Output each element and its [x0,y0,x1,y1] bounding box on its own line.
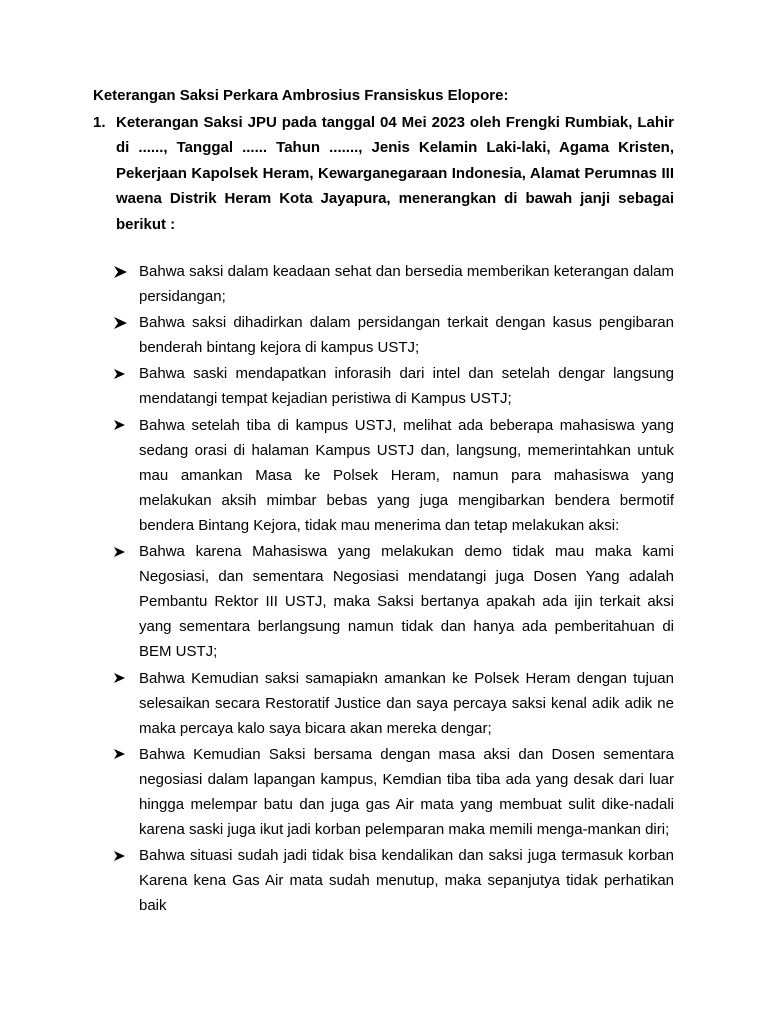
bullet-item [114,413,674,538]
bullet-item [114,310,674,360]
arrowhead-bullet-icon [114,742,130,767]
bullet-text: Bahwa setelah tiba di kampus USTJ, melihat ada beberapa mahasiswa yang sedang orasi di halaman Kampus USTJ dan, langsung, memerintahkan untuk mau amankan Masa ke Polsek Heram, namun para mahasiswa yang melakukan aksih mimbar bebas yang juga mengibarkan bendera bermotif bendera Bintang Kejora, tidak mau menerima dan tetap melakukan aksi: [139,416,674,534]
bullet-item [114,666,674,741]
arrowhead-bullet-icon [114,539,130,564]
arrowhead-bullet-icon [114,843,130,868]
arrowhead-bullet-icon [114,259,130,284]
item-number: 1. [93,114,106,131]
arrowhead-bullet-icon [114,310,130,335]
bullet-text: Bahwa Kemudian saksi samapiakn amankan ke Polsek Heram dengan tujuan selesaikan secara Restoratif Justice dan saya percaya saksi kenal adik adik ne maka percaya kalo saya bicara akan mereka dengar; [139,669,674,737]
bullet-item [114,259,674,309]
document-heading: Keterangan Saksi Perkara Ambrosius Fransiskus Elopore: [93,87,509,104]
bullet-text: Bahwa Kemudian Saksi bersama dengan masa aksi dan Dosen sementara negosiasi dalam lapangan kampus, Kemdian tiba tiba ada yang desak dari luar hingga melempar batu dan juga gas Air mata yang membuat sulit dike-nadali karena saski juga ikut jadi korban pelemparan maka memili menga-mankan diri; [139,745,674,839]
bullet-list [114,259,674,919]
bullet-text: Bahwa karena Mahasiswa yang melakukan demo tidak mau maka kami Negosiasi, dan sementara Negosiasi mendatangi juga Dosen Yang adalah Pembantu Rektor III USTJ, maka Saksi bertanya apakah ada ijin terkait aksi yang sementara berlangsung namun tidak dan hanya ada pemberitahuan di BEM USTJ; [139,543,674,661]
bullet-text: Bahwa saksi dihadirkan dalam persidangan terkait dengan kasus pengibaran benderah bintang kejora di kampus USTJ; [139,314,674,357]
arrowhead-bullet-icon [114,666,130,691]
bullet-text: Bahwa situasi sudah jadi tidak bisa kendalikan dan saksi juga termasuk korban Karena kena Gas Air mata sudah menutup, maka sepanjutya tidak perhatikan baik [139,847,674,915]
bullet-text: Bahwa saski mendapatkan inforasih dari intel dan setelah dengar langsung mendatangi tempat kejadian peristiwa di Kampus USTJ; [139,365,674,408]
bullet-item [114,742,674,842]
arrowhead-bullet-icon [114,413,130,438]
arrowhead-bullet-icon [114,361,130,386]
bullet-item [114,361,674,411]
bullet-text: Bahwa saksi dalam keadaan sehat dan bersedia memberikan keterangan dalam persidangan; [139,263,674,306]
item-text: Keterangan Saksi JPU pada tanggal 04 Mei 2023 oleh Frengki Rumbiak, Lahir di ......, Tanggal ...... Tahun ......., Jenis Kelamin Laki-laki, Agama Kristen, Pekerjaan Kapolsek Heram, Kewarganegaraan Indonesia, Alamat Perumnas III waena Distrik Heram Kota Jayapura, menerangkan di bawah janji sebagai berikut : [116,114,674,233]
bullet-item [114,843,674,918]
bullet-item [114,539,674,664]
